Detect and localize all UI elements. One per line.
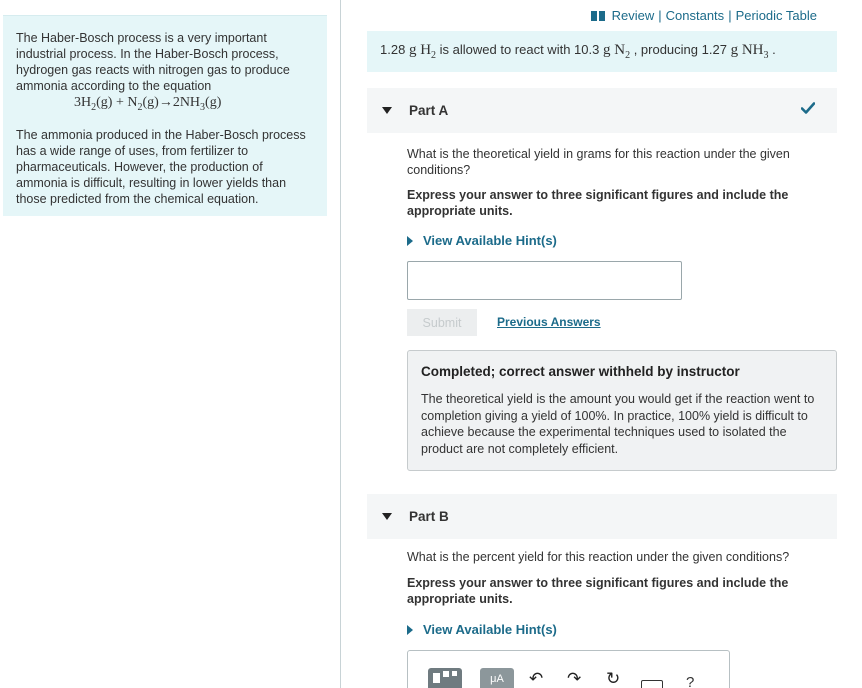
constants-link[interactable]: Constants <box>665 8 725 23</box>
n2-sub: 2 <box>625 50 631 61</box>
problem-end: . <box>768 42 776 57</box>
h2-formula: H <box>420 42 432 58</box>
eq-n2-sub: 2 <box>137 101 143 113</box>
top-links <box>591 8 817 23</box>
unit-g: g <box>602 42 611 58</box>
part-b-instruction: Express your answer to three significant figures and include the appropriate units. <box>407 576 789 606</box>
units-button[interactable]: μA <box>480 668 514 688</box>
intro-panel <box>3 15 327 216</box>
problem-statement <box>367 31 837 72</box>
part-a-answer-input[interactable] <box>407 261 682 300</box>
unit-g: g <box>730 42 739 58</box>
link-separator: | <box>728 8 732 23</box>
previous-answers-link[interactable]: Previous Answers <box>497 315 601 329</box>
part-b-question: What is the percent yield for this reaction under the given conditions? <box>407 550 790 564</box>
eq-plus: + <box>112 95 128 110</box>
eq-h2-sub: 2 <box>91 101 97 113</box>
part-b-hint-link[interactable] <box>407 622 557 637</box>
nh3-mass: 1.27 <box>701 42 727 57</box>
intro-paragraph-2: The ammonia produced in the Haber-Bosch process has a wide range of uses, from fertilizer to pharmaceuticals. However, the production of ammonia is difficult, resulting in lower yields than those predicted from the chemical equation. <box>16 127 306 206</box>
feedback-box <box>407 350 837 471</box>
problem-text-2: , producing <box>630 42 702 57</box>
eq-nh3-sub: 3 <box>200 101 206 113</box>
template-box-icon <box>433 673 440 683</box>
part-a-header[interactable] <box>367 88 837 133</box>
eq-nh3: 2NH <box>172 95 201 110</box>
caret-right-icon <box>407 625 413 635</box>
book-icon <box>591 11 605 21</box>
hint-label: View Available Hint(s) <box>423 233 557 248</box>
link-separator: | <box>658 8 662 23</box>
part-a-title: Part A <box>409 103 449 118</box>
part-b-header[interactable] <box>367 494 837 539</box>
part-a-question: What is the theoretical yield in grams for this reaction under the given conditions? <box>407 147 790 177</box>
periodic-table-link[interactable]: Periodic Table <box>735 8 817 23</box>
eq-arrow: → <box>158 95 173 110</box>
h2-mass: 1.28 <box>380 42 406 57</box>
hint-label: View Available Hint(s) <box>423 622 557 637</box>
eq-nh3-state: (g) <box>205 95 222 110</box>
eq-h2: 3H <box>74 95 92 110</box>
panel-divider <box>340 0 341 688</box>
keyboard-icon[interactable] <box>641 680 663 688</box>
templates-button[interactable] <box>428 668 462 688</box>
caret-down-icon <box>382 513 392 520</box>
template-box-icon <box>452 671 457 676</box>
h2-sub: 2 <box>431 50 437 61</box>
unit-g: g <box>408 42 417 58</box>
check-icon <box>801 102 815 114</box>
submit-button[interactable]: Submit <box>407 309 477 336</box>
review-link[interactable]: Review <box>611 8 655 23</box>
reset-icon[interactable]: ↻ <box>606 669 621 688</box>
caret-right-icon <box>407 236 413 246</box>
haber-bosch-equation <box>16 94 314 117</box>
part-a-instruction: Express your answer to three significant figures and include the appropriate units. <box>407 188 789 218</box>
problem-text-1: is allowed to react with <box>436 42 575 57</box>
feedback-title: Completed; correct answer withheld by instructor <box>421 364 740 379</box>
nh3-formula: NH <box>741 42 764 58</box>
nh3-sub: 3 <box>763 50 769 61</box>
n2-formula: N <box>614 42 626 58</box>
help-icon[interactable]: ? <box>686 674 695 688</box>
eq-h2-state: (g) <box>96 95 113 110</box>
eq-n2: N <box>127 95 138 110</box>
template-box-icon <box>443 671 449 677</box>
part-b-title: Part B <box>409 509 449 524</box>
undo-icon[interactable]: ↶ <box>529 669 544 688</box>
feedback-body: The theoretical yield is the amount you would get if the reaction went to completion giving a yield of 100%. In practice, 100% yield is difficult to achieve because the experimental techniques used to isolated the product are not completely efficient. <box>421 392 815 456</box>
answer-toolbar <box>407 650 730 688</box>
intro-paragraph-1: The Haber-Bosch process is a very important industrial process. In the Haber-Bosch process, hydrogen gas reacts with nitrogen gas to produce ammonia according to the equation <box>16 31 290 93</box>
redo-icon[interactable]: ↷ <box>567 669 582 688</box>
eq-n2-state: (g) <box>142 95 159 110</box>
part-a-hint-link[interactable] <box>407 233 557 248</box>
n2-mass: 10.3 <box>574 42 600 57</box>
caret-down-icon <box>382 107 392 114</box>
